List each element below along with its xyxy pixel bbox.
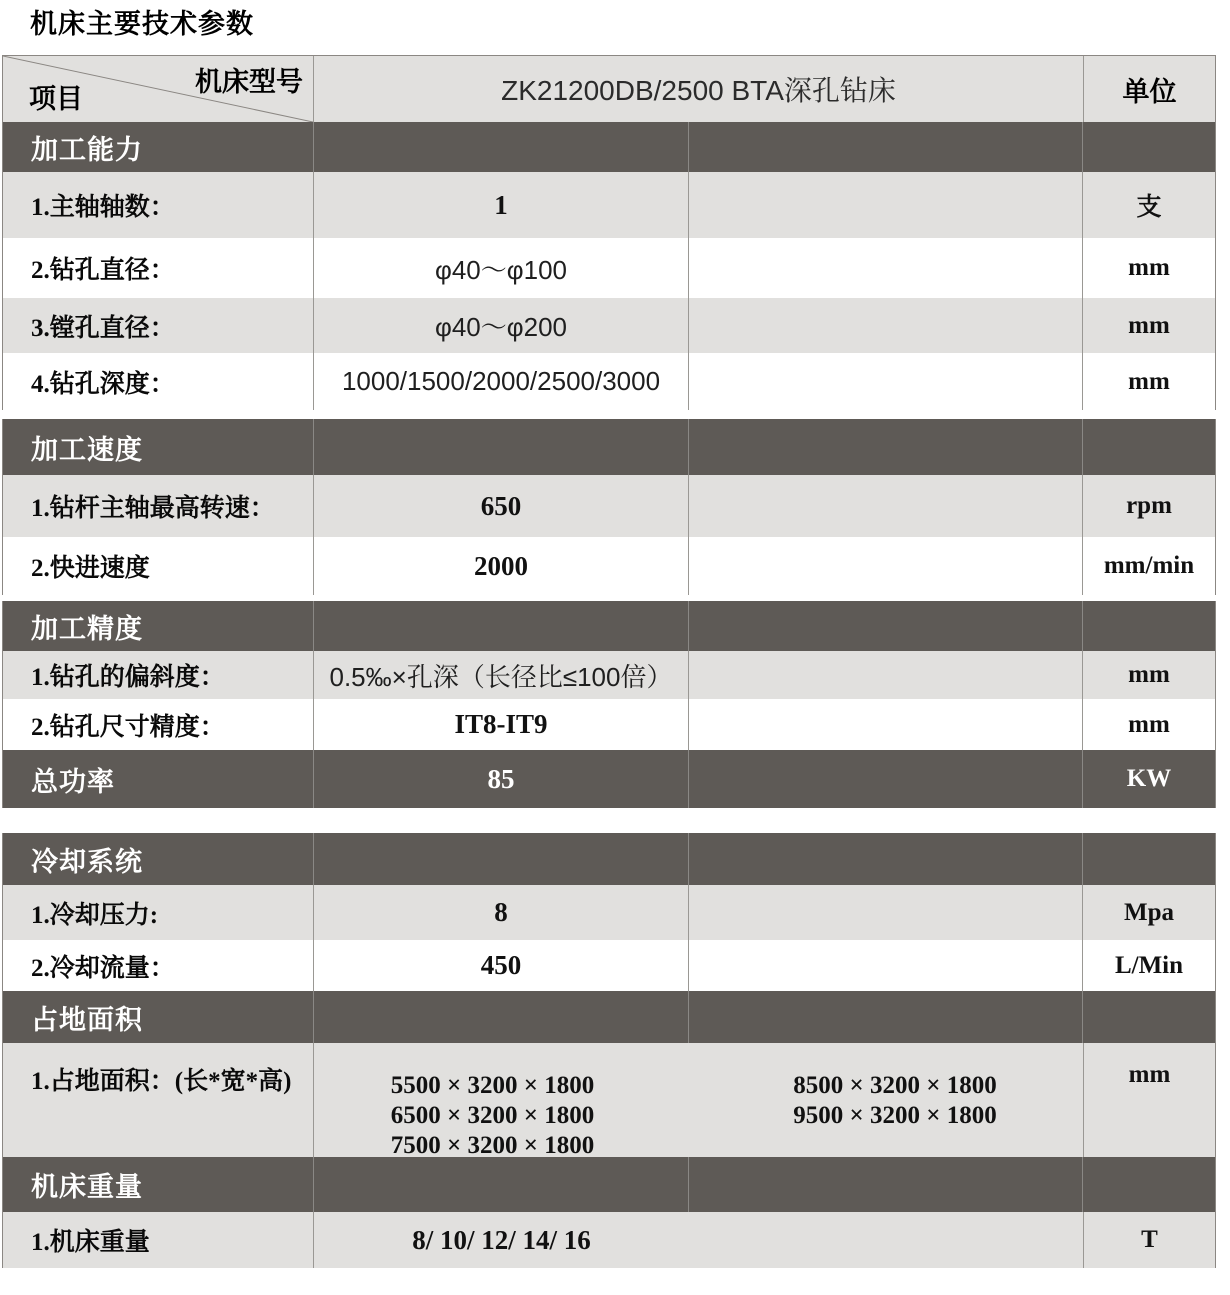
row-label: 1.钻杆主轴最高转速： bbox=[31, 495, 275, 522]
row-label: 2.钻孔直径： bbox=[31, 257, 175, 284]
section-title: 占地面积 bbox=[31, 1004, 143, 1035]
model-text: ZK21200DB/2500 BTA深孔钻床 bbox=[501, 75, 896, 106]
row-value-extra bbox=[689, 651, 1083, 699]
machine-weight-row bbox=[2, 1212, 1216, 1268]
row-unit: mm bbox=[1128, 367, 1170, 395]
dimension-line: 6500 × 3200 × 1800 bbox=[390, 1102, 595, 1129]
row-unit: mm bbox=[1128, 254, 1170, 281]
floor-area-right-column bbox=[671, 1071, 1083, 1131]
table-row bbox=[2, 651, 1216, 699]
row-unit: mm bbox=[1128, 710, 1170, 738]
row-value: 8 bbox=[494, 897, 508, 927]
section-title: 总功率 bbox=[31, 766, 115, 797]
row-value-extra bbox=[689, 353, 1083, 410]
row-label: 4.钻孔深度： bbox=[31, 370, 175, 398]
row-unit: mm bbox=[1128, 661, 1170, 688]
table-gap bbox=[2, 808, 1216, 833]
row-label: 2.冷却流量： bbox=[31, 954, 175, 982]
row-value: φ40～φ100 bbox=[434, 254, 568, 285]
table-row bbox=[2, 353, 1216, 410]
table-row bbox=[2, 238, 1216, 298]
row-value-extra bbox=[689, 475, 1083, 537]
row-value-extra bbox=[689, 699, 1083, 750]
row-value-extra bbox=[689, 885, 1083, 940]
table-row bbox=[2, 940, 1216, 991]
section-header-floor-area bbox=[2, 991, 1216, 1043]
header-model-label: 机床型号 bbox=[195, 67, 303, 97]
row-value-merged bbox=[314, 1212, 1084, 1268]
section-title: 加工精度 bbox=[31, 613, 143, 644]
table-row bbox=[2, 298, 1216, 353]
row-value: φ40～φ200 bbox=[434, 312, 568, 342]
row-value-extra bbox=[689, 238, 1083, 298]
dimension-line: 8500 × 3200 × 1800 bbox=[793, 1072, 997, 1099]
row-label: 2.快进速度 bbox=[31, 555, 150, 582]
table-row bbox=[2, 699, 1216, 750]
row-unit: mm bbox=[1128, 311, 1170, 339]
header-unit-cell bbox=[1084, 56, 1215, 122]
section-header-machine-weight bbox=[2, 1157, 1216, 1212]
row-value-extra bbox=[689, 940, 1083, 991]
floor-area-row bbox=[2, 1043, 1216, 1157]
row-unit: mm/min bbox=[1103, 552, 1195, 579]
diagonal-header-cell bbox=[3, 56, 314, 122]
table-row bbox=[2, 172, 1216, 238]
table-gap bbox=[2, 410, 1216, 419]
row-value: 8/ 10/ 12/ 14/ 16 bbox=[412, 1224, 591, 1255]
row-label: 1.钻孔的偏斜度： bbox=[31, 664, 225, 691]
table-row bbox=[2, 885, 1216, 940]
unit-header-text: 单位 bbox=[1122, 76, 1177, 107]
section-header-processing-capacity bbox=[2, 122, 1216, 172]
row-unit: KW bbox=[1126, 765, 1172, 792]
row-value: 2000 bbox=[474, 550, 528, 581]
row-unit: mm bbox=[1128, 1061, 1171, 1088]
section-header-cooling-system bbox=[2, 833, 1216, 885]
row-value-extra bbox=[689, 750, 1083, 808]
row-label: 1.冷却压力: bbox=[31, 901, 159, 929]
row-label: 1.占地面积：(长*宽*高) bbox=[31, 1068, 292, 1095]
row-value-extra bbox=[689, 172, 1083, 238]
row-value-extra bbox=[689, 298, 1083, 353]
section-header-processing-speed bbox=[2, 419, 1216, 475]
header-model-value bbox=[314, 56, 1084, 122]
row-value: 650 bbox=[480, 490, 522, 521]
row-value-extra bbox=[689, 537, 1083, 595]
row-value: 1 bbox=[494, 189, 508, 220]
row-value: 1000/1500/2000/2500/3000 bbox=[341, 366, 661, 396]
table-row bbox=[2, 537, 1216, 595]
table-row bbox=[2, 475, 1216, 537]
table-header-row bbox=[2, 55, 1216, 122]
section-title: 加工能力 bbox=[31, 134, 143, 165]
page-title: 机床主要技术参数 bbox=[30, 9, 254, 40]
total-power-row bbox=[2, 750, 1216, 808]
dimension-line: 7500 × 3200 × 1800 bbox=[390, 1132, 595, 1159]
row-unit: Mpa bbox=[1124, 898, 1174, 926]
section-title: 冷却系统 bbox=[31, 846, 143, 877]
dimension-line: 9500 × 3200 × 1800 bbox=[793, 1102, 997, 1129]
row-unit: 支 bbox=[1136, 194, 1162, 221]
row-label: 2.钻孔尺寸精度： bbox=[31, 713, 225, 741]
floor-area-values bbox=[314, 1043, 1084, 1157]
row-value: IT8-IT9 bbox=[454, 709, 548, 739]
row-label: 3.镗孔直径： bbox=[31, 314, 175, 342]
row-value: 85 bbox=[487, 763, 515, 794]
spec-table bbox=[2, 55, 1216, 1268]
row-unit: L/Min bbox=[1114, 951, 1184, 979]
section-title: 加工速度 bbox=[31, 434, 143, 465]
row-value: 0.5‰×孔深（长径比≤100倍） bbox=[329, 661, 673, 692]
row-unit: rpm bbox=[1126, 492, 1172, 519]
dimension-line: 5500 × 3200 × 1800 bbox=[390, 1072, 595, 1099]
row-value: 450 bbox=[480, 950, 522, 980]
row-unit: T bbox=[1141, 1226, 1158, 1253]
section-title: 机床重量 bbox=[31, 1172, 143, 1202]
row-label: 1.主轴轴数： bbox=[31, 194, 175, 221]
row-label: 1.机床重量 bbox=[31, 1229, 150, 1256]
header-item-label: 项目 bbox=[29, 84, 83, 114]
floor-area-left-column bbox=[314, 1071, 671, 1161]
section-header-processing-accuracy bbox=[2, 601, 1216, 651]
